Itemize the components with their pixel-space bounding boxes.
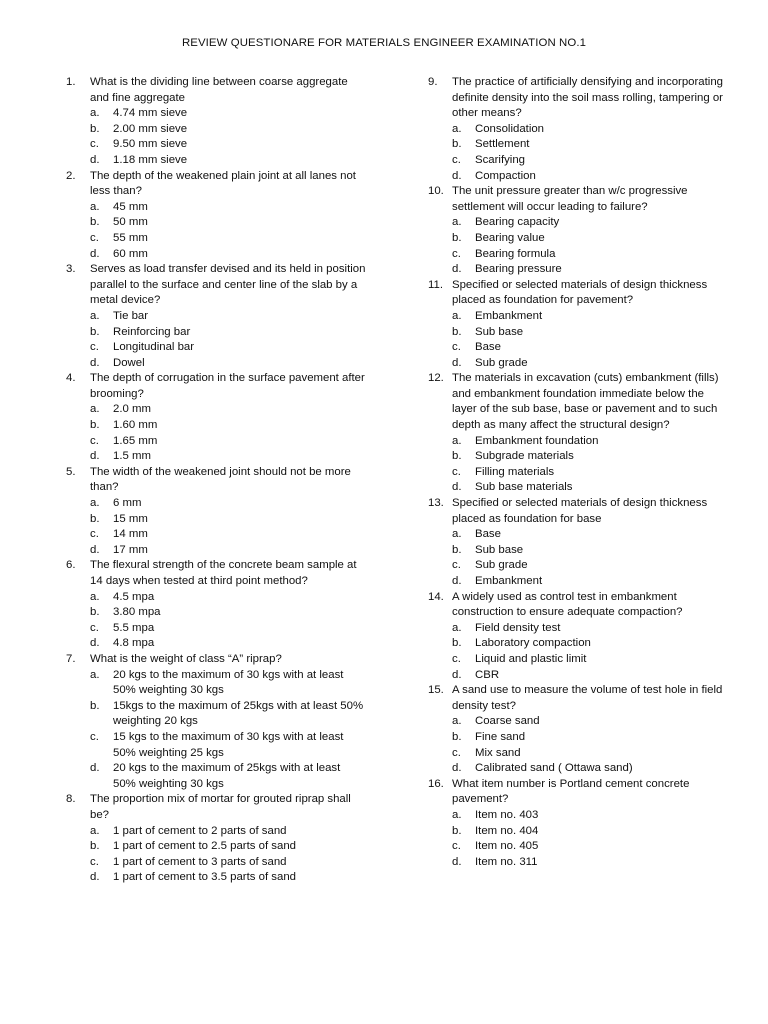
option-text: 1 part of cement to 3.5 parts of sand xyxy=(113,871,296,884)
answer-option xyxy=(428,122,728,138)
option-letter: d. xyxy=(90,871,100,884)
answer-option xyxy=(428,169,728,185)
option-text: Sub base materials xyxy=(475,481,573,494)
option-text: 6 mm xyxy=(113,497,142,510)
option-text: Sub grade xyxy=(475,356,528,369)
option-letter: c. xyxy=(90,528,99,541)
option-letter: d. xyxy=(452,481,462,494)
answer-option xyxy=(66,418,366,434)
answer-option xyxy=(428,761,728,777)
answer-option xyxy=(66,434,366,450)
answer-option xyxy=(66,668,366,699)
option-text: 9.50 mm sieve xyxy=(113,138,188,151)
option-letter: a. xyxy=(90,668,100,681)
option-letter: b. xyxy=(452,730,462,743)
answer-option xyxy=(428,309,728,325)
option-letter: a. xyxy=(90,200,100,213)
option-letter: a. xyxy=(452,434,462,447)
option-text: Bearing pressure xyxy=(475,263,562,276)
option-text: 20 kgs to the maximum of 30 kgs with at least 50% weighting 30 kgs xyxy=(113,668,344,697)
question-number: 4. xyxy=(66,372,76,385)
answer-options xyxy=(428,122,728,184)
answer-option xyxy=(66,340,366,356)
option-text: Bearing formula xyxy=(475,247,556,260)
answer-options xyxy=(66,200,366,262)
answer-option xyxy=(428,574,728,590)
option-text: 2.0 mm xyxy=(113,403,151,416)
option-text: 2.00 mm sieve xyxy=(113,122,188,135)
answer-options xyxy=(66,590,366,652)
question-number: 14. xyxy=(428,590,444,603)
option-text: 1 part of cement to 3 parts of sand xyxy=(113,855,287,868)
option-text: 15 mm xyxy=(113,512,148,525)
answer-option xyxy=(66,247,366,263)
question-stem xyxy=(66,652,366,668)
question-text: The width of the weakened joint should not be more than? xyxy=(90,465,351,494)
answer-option xyxy=(428,325,728,341)
option-text: Settlement xyxy=(475,138,530,151)
option-letter: b. xyxy=(452,231,462,244)
question-text: Serves as load transfer devised and its held in position parallel to the surface and center line of the slab by a metal device? xyxy=(90,263,366,307)
question-number: 7. xyxy=(66,652,76,665)
option-text: Longitudinal bar xyxy=(113,341,195,354)
option-text: Bearing value xyxy=(475,231,545,244)
option-letter: b. xyxy=(90,699,100,712)
option-text: Fine sand xyxy=(475,730,526,743)
option-letter: d. xyxy=(452,855,462,868)
option-letter: a. xyxy=(452,715,462,728)
answer-option xyxy=(428,449,728,465)
answer-option xyxy=(428,231,728,247)
option-text: Sub grade xyxy=(475,559,528,572)
answer-options xyxy=(428,215,728,277)
answer-option xyxy=(428,137,728,153)
question-stem xyxy=(66,371,366,402)
answer-options xyxy=(66,402,366,464)
answer-option xyxy=(66,870,366,886)
option-text: 1 part of cement to 2.5 parts of sand xyxy=(113,840,296,853)
option-text: Sub base xyxy=(475,543,524,556)
option-letter: a. xyxy=(452,621,462,634)
question-item xyxy=(66,371,366,465)
question-stem xyxy=(428,496,728,527)
option-text: 4.8 mpa xyxy=(113,637,155,650)
answer-option xyxy=(66,621,366,637)
option-letter: b. xyxy=(90,122,100,135)
question-stem xyxy=(66,262,366,309)
option-text: Item no. 404 xyxy=(475,824,539,837)
option-letter: a. xyxy=(90,107,100,120)
option-letter: b. xyxy=(452,450,462,463)
answer-option xyxy=(66,839,366,855)
answer-option xyxy=(428,808,728,824)
answer-option xyxy=(66,106,366,122)
option-letter: a. xyxy=(452,216,462,229)
answer-option xyxy=(428,153,728,169)
question-number: 12. xyxy=(428,372,444,385)
question-item xyxy=(428,371,728,496)
answer-options xyxy=(66,496,366,558)
option-letter: b. xyxy=(90,325,100,338)
option-letter: c. xyxy=(90,434,99,447)
answer-option xyxy=(66,855,366,871)
answer-option xyxy=(66,590,366,606)
answer-option xyxy=(66,496,366,512)
answer-option xyxy=(428,652,728,668)
option-text: 3.80 mpa xyxy=(113,606,161,619)
option-text: Field density test xyxy=(475,621,561,634)
question-text: The practice of artificially densifying and incorporating definite density into the soil mass rolling, tampering or other means? xyxy=(452,76,723,120)
option-letter: c. xyxy=(90,138,99,151)
answer-option xyxy=(66,137,366,153)
question-stem xyxy=(428,278,728,309)
option-letter: d. xyxy=(90,637,100,650)
question-number: 16. xyxy=(428,777,444,790)
question-number: 2. xyxy=(66,169,76,182)
option-letter: b. xyxy=(452,138,462,151)
option-text: 20 kgs to the maximum of 25kgs with at least 50% weighting 30 kgs xyxy=(113,762,341,790)
answer-option xyxy=(428,839,728,855)
answer-options xyxy=(428,527,728,589)
question-number: 5. xyxy=(66,465,76,478)
question-stem xyxy=(428,683,728,714)
option-letter: c. xyxy=(452,153,461,166)
answer-option xyxy=(428,824,728,840)
answer-option xyxy=(428,215,728,231)
answer-option xyxy=(66,699,366,730)
answer-option xyxy=(428,621,728,637)
option-letter: c. xyxy=(90,855,99,868)
option-letter: a. xyxy=(90,497,100,510)
option-text: 1.18 mm sieve xyxy=(113,153,188,166)
option-letter: a. xyxy=(90,824,100,837)
question-item xyxy=(66,262,366,371)
option-text: Item no. 311 xyxy=(475,855,538,868)
option-letter: c. xyxy=(452,840,461,853)
option-text: 50 mm xyxy=(113,216,148,229)
answer-options xyxy=(428,434,728,496)
option-letter: c. xyxy=(90,621,99,634)
question-stem xyxy=(428,184,728,215)
option-text: Embankment xyxy=(475,575,543,587)
answer-option xyxy=(66,730,366,761)
option-text: 1 part of cement to 2 parts of sand xyxy=(113,824,287,837)
option-text: 1.5 mm xyxy=(113,450,151,463)
option-text: Coarse sand xyxy=(475,715,540,728)
question-item xyxy=(428,184,728,278)
option-text: 15 kgs to the maximum of 30 kgs with at least 50% weighting 25 kgs xyxy=(113,730,344,759)
question-number: 6. xyxy=(66,559,76,572)
document-title: REVIEW QUESTIONARE FOR MATERIALS ENGINEER EXAMINATION NO.1 xyxy=(181,37,587,49)
question-text: The depth of the weakened plain joint at all lanes not less than? xyxy=(90,169,356,198)
option-text: 15kgs to the maximum of 25kgs with at least 50% weighting 20 kgs xyxy=(113,699,364,728)
option-letter: d. xyxy=(90,153,100,166)
question-stem xyxy=(428,75,728,122)
option-text: Embankment xyxy=(475,309,543,322)
option-text: Subgrade materials xyxy=(475,450,574,463)
question-text: What is the weight of class “A” riprap? xyxy=(90,652,282,665)
question-item xyxy=(428,683,728,777)
question-stem xyxy=(428,777,728,808)
question-text: Specified or selected materials of design thickness placed as foundation for base xyxy=(452,497,708,525)
option-letter: b. xyxy=(452,543,462,556)
option-text: 1.60 mm xyxy=(113,419,158,432)
option-text: 55 mm xyxy=(113,231,148,244)
option-letter: d. xyxy=(90,247,100,260)
option-text: Base xyxy=(475,341,501,354)
question-item xyxy=(66,465,366,559)
question-item xyxy=(66,792,366,886)
question-item xyxy=(428,278,728,372)
option-letter: c. xyxy=(90,341,99,354)
question-stem xyxy=(66,558,366,589)
option-text: Embankment foundation xyxy=(475,434,599,447)
answer-options xyxy=(66,106,366,168)
answer-option xyxy=(66,231,366,247)
question-text: The proportion mix of mortar for grouted riprap shall be? xyxy=(90,793,351,821)
option-text: 45 mm xyxy=(113,200,148,213)
question-item xyxy=(428,590,728,684)
option-text: Compaction xyxy=(475,169,536,182)
option-letter: d. xyxy=(90,543,100,556)
option-text: 60 mm xyxy=(113,247,148,260)
option-letter: c. xyxy=(452,465,461,478)
answer-options xyxy=(428,309,728,371)
question-number: 13. xyxy=(428,497,444,510)
question-text: The unit pressure greater than w/c progressive settlement will occur leading to failure? xyxy=(452,185,688,213)
answer-option xyxy=(66,824,366,840)
option-letter: d. xyxy=(452,762,462,775)
question-stem xyxy=(66,75,366,106)
option-letter: b. xyxy=(452,325,462,338)
answer-options xyxy=(66,668,366,793)
question-stem xyxy=(428,590,728,621)
option-text: Reinforcing bar xyxy=(113,325,191,338)
option-text: CBR xyxy=(475,668,500,681)
option-text: Item no. 405 xyxy=(475,840,539,853)
question-stem xyxy=(66,792,366,823)
option-letter: d. xyxy=(452,169,462,182)
answer-options xyxy=(428,714,728,776)
answer-option xyxy=(66,761,366,792)
answer-options xyxy=(428,621,728,683)
answer-option xyxy=(428,746,728,762)
answer-option xyxy=(428,636,728,652)
answer-option xyxy=(66,512,366,528)
option-letter: c. xyxy=(90,730,99,743)
answer-option xyxy=(66,200,366,216)
option-text: 17 mm xyxy=(113,543,148,556)
question-number: 9. xyxy=(428,76,438,88)
answer-option xyxy=(66,636,366,652)
question-stem xyxy=(428,371,728,433)
answer-option xyxy=(66,543,366,559)
answer-option xyxy=(66,527,366,543)
question-text: A widely used as control test in embankment construction to ensure adequate compaction? xyxy=(452,590,683,619)
question-item xyxy=(66,169,366,263)
question-text: The flexural strength of the concrete beam sample at 14 days when tested at third point method? xyxy=(90,559,357,587)
question-text: The materials in excavation (cuts) embankment (fills) and embankment foundation immediate below the layer of the sub base, base or pavement and to such depth as many affect the structural design? xyxy=(452,372,719,432)
option-text: 14 mm xyxy=(113,528,148,541)
answer-option xyxy=(428,480,728,496)
option-letter: b. xyxy=(90,840,100,853)
option-letter: a. xyxy=(452,808,462,821)
option-text: Scarifying xyxy=(475,153,526,166)
option-letter: c. xyxy=(90,231,99,244)
answer-option xyxy=(428,855,728,871)
option-letter: a. xyxy=(90,403,100,416)
option-letter: d. xyxy=(90,356,100,369)
option-letter: c. xyxy=(452,559,461,572)
option-letter: b. xyxy=(90,606,100,619)
answer-option xyxy=(66,449,366,465)
left-column xyxy=(66,75,366,886)
answer-option xyxy=(66,325,366,341)
answer-option xyxy=(66,605,366,621)
answer-option xyxy=(428,668,728,684)
question-item xyxy=(66,75,366,169)
answer-option xyxy=(428,730,728,746)
answer-option xyxy=(66,402,366,418)
option-text: Calibrated sand ( Ottawa sand) xyxy=(475,762,633,775)
option-text: Sub base xyxy=(475,325,524,338)
question-text: Specified or selected materials of design thickness placed as foundation for pavement? xyxy=(452,278,708,307)
question-number: 1. xyxy=(66,76,76,88)
option-letter: d. xyxy=(90,450,100,463)
option-letter: b. xyxy=(90,419,100,432)
answer-options xyxy=(66,824,366,886)
answer-option xyxy=(66,309,366,325)
option-text: Filling materials xyxy=(475,465,555,478)
option-letter: d. xyxy=(90,762,100,775)
option-letter: c. xyxy=(452,652,461,665)
option-text: Base xyxy=(475,528,501,541)
answer-option xyxy=(428,465,728,481)
option-text: Item no. 403 xyxy=(475,808,539,821)
option-text: 4.74 mm sieve xyxy=(113,107,188,120)
answer-option xyxy=(428,247,728,263)
option-letter: c. xyxy=(452,341,461,354)
option-letter: b. xyxy=(90,512,100,525)
question-number: 10. xyxy=(428,185,444,198)
option-letter: a. xyxy=(452,309,462,322)
question-text: The depth of corrugation in the surface pavement after brooming? xyxy=(90,372,365,400)
option-letter: b. xyxy=(452,824,462,837)
option-letter: d. xyxy=(452,263,462,276)
answer-option xyxy=(428,340,728,356)
question-text: A sand use to measure the volume of test hole in field density test? xyxy=(452,684,723,712)
option-letter: d. xyxy=(452,575,462,587)
answer-option xyxy=(428,262,728,278)
option-text: Mix sand xyxy=(475,746,521,759)
question-stem xyxy=(66,465,366,496)
option-text: Liquid and plastic limit xyxy=(475,652,587,665)
option-letter: d. xyxy=(452,356,462,369)
answer-option xyxy=(428,356,728,372)
answer-option xyxy=(428,527,728,543)
question-item xyxy=(428,496,728,590)
question-number: 15. xyxy=(428,684,444,697)
question-number: 11. xyxy=(428,278,443,291)
option-text: Dowel xyxy=(113,356,145,369)
option-letter: a. xyxy=(90,309,100,322)
answer-option xyxy=(428,714,728,730)
answer-option xyxy=(66,122,366,138)
option-text: Consolidation xyxy=(475,122,545,135)
answer-option xyxy=(66,356,366,372)
option-text: 5.5 mpa xyxy=(113,621,155,634)
question-item xyxy=(428,75,728,184)
question-number: 8. xyxy=(66,793,76,806)
question-text: What is the dividing line between coarse aggregate and fine aggregate xyxy=(90,76,348,104)
option-letter: a. xyxy=(452,122,462,135)
answer-option xyxy=(66,153,366,169)
option-text: 4.5 mpa xyxy=(113,590,155,603)
option-letter: c. xyxy=(452,746,461,759)
option-letter: a. xyxy=(452,528,462,541)
question-item xyxy=(66,558,366,652)
right-column xyxy=(428,75,728,870)
option-text: Laboratory compaction xyxy=(475,637,591,650)
option-letter: d. xyxy=(452,668,462,681)
answer-option xyxy=(66,215,366,231)
question-number: 3. xyxy=(66,263,76,276)
answer-option xyxy=(428,543,728,559)
option-text: Bearing capacity xyxy=(475,216,560,229)
option-letter: b. xyxy=(452,637,462,650)
answer-option xyxy=(428,558,728,574)
option-letter: a. xyxy=(90,590,100,603)
question-item xyxy=(66,652,366,792)
question-stem xyxy=(66,169,366,200)
option-text: 1.65 mm xyxy=(113,434,158,447)
option-text: Tie bar xyxy=(113,309,149,322)
answer-option xyxy=(428,434,728,450)
question-text: What item number is Portland cement concrete pavement? xyxy=(452,777,690,806)
answer-options xyxy=(66,309,366,371)
option-letter: c. xyxy=(452,247,461,260)
option-letter: b. xyxy=(90,216,100,229)
question-item xyxy=(428,777,728,871)
answer-options xyxy=(428,808,728,870)
